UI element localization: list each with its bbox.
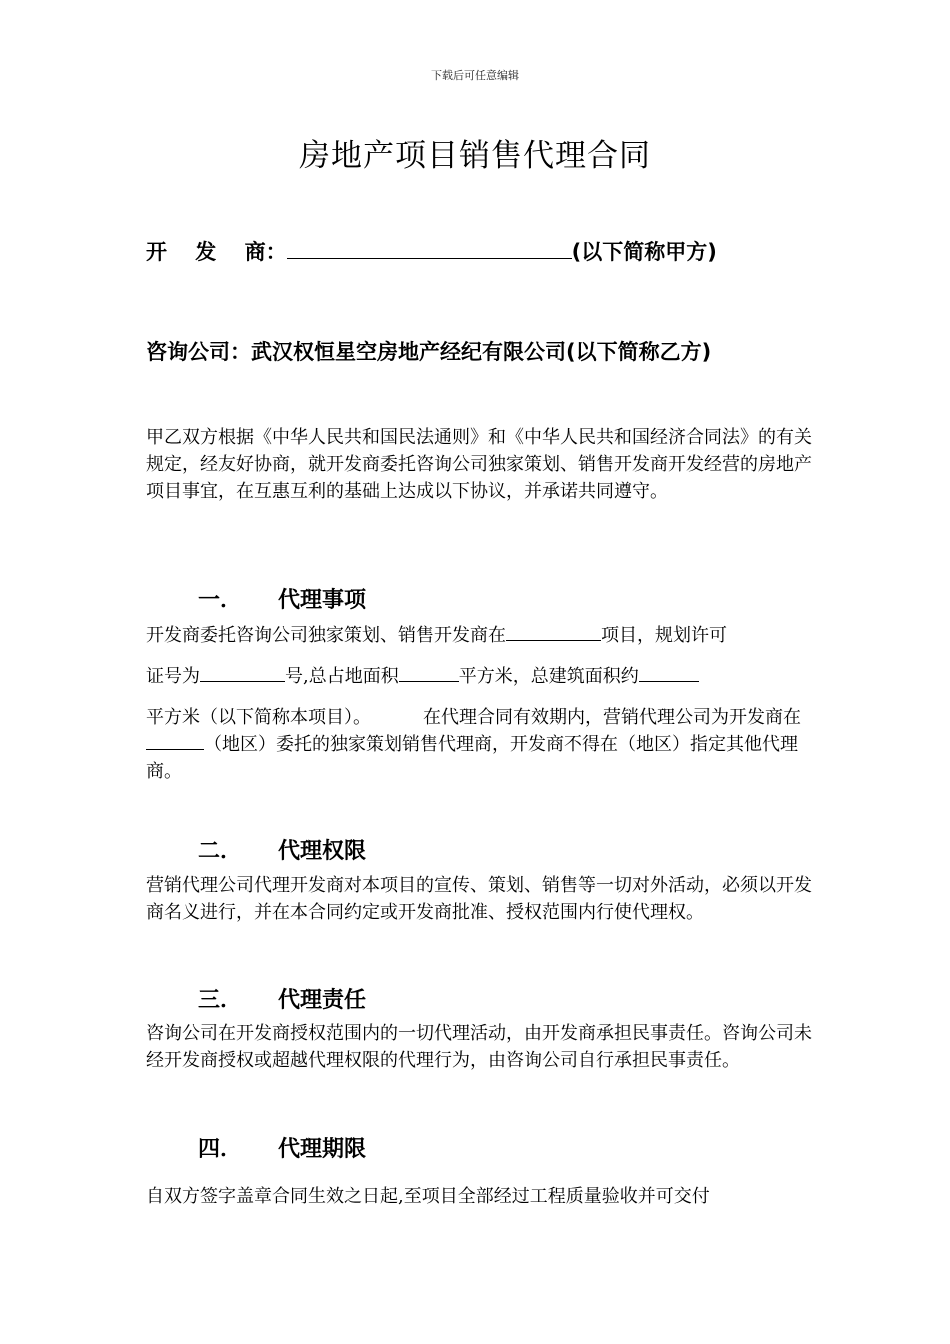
section-4-heading (198, 1132, 366, 1163)
text-segment: 开发商委托咨询公司独家策划、销售开发商在 (146, 625, 506, 646)
section-1-body (146, 622, 816, 785)
section-2-heading (198, 834, 366, 865)
section-2-body: 营销代理公司代理开发商对本项目的宣传、策划、销售等一切对外活动，必须以开发商名义进行，并在本合同约定或开发商批准、授权范围内行使代理权。 (146, 875, 812, 923)
text-segment: 证号为 (146, 666, 200, 687)
party-b-label: 咨询公司： (146, 340, 251, 364)
section-1-title: 代理事项 (278, 588, 367, 613)
document-title: 房地产项目销售代理合同 (299, 138, 651, 174)
section-2-title: 代理权限 (278, 839, 367, 864)
section-1-line-3 (146, 704, 816, 785)
party-a-line (146, 236, 717, 266)
section-3-number: 三． (198, 988, 243, 1013)
text-segment: 平方米，总建筑面积约 (458, 666, 639, 687)
party-b-line (146, 336, 711, 366)
party-b-suffix: (以下简称乙方) (566, 340, 712, 364)
text-segment: 在代理合同有效期内，营销代理公司为开发商在 (423, 707, 801, 728)
land-area-blank (399, 663, 459, 682)
section-1-line-2 (146, 663, 816, 690)
section-1-heading (198, 583, 366, 614)
party-a-label: 开 发 商： (146, 240, 287, 264)
party-a-blank (287, 237, 572, 259)
section-4-number: 四． (198, 1137, 243, 1162)
text-segment: （地区）委托的独家策划销售代理商，开发商不得在（地区）指定其他代理商。 (146, 734, 798, 782)
region-blank (146, 731, 204, 750)
section-4-title: 代理期限 (278, 1137, 367, 1162)
building-area-blank (639, 663, 699, 682)
section-3-body: 咨询公司在开发商授权范围内的一切代理活动，由开发商承担民事责任。咨询公司未经开发商授权或超越代理权限的代理行为，由咨询公司自行承担民事责任。 (146, 1023, 812, 1071)
section-3-heading (198, 983, 366, 1014)
party-b-company: 武汉权恒星空房地产经纪有限公司 (251, 340, 566, 364)
intro-paragraph: 甲乙双方根据《中华人民共和国民法通则》和《中华人民共和国经济合同法》的有关规定，经友好协商，就开发商委托咨询公司独家策划、销售开发商开发经营的房地产项目事宜，在互惠互利的基础上达成以下协议，并承诺共同遵守。 (146, 427, 812, 502)
section-1-line-1 (146, 622, 816, 649)
header-note: 下载后可任意编辑 (431, 69, 519, 82)
party-a-suffix: (以下简称甲方) (571, 240, 717, 264)
text-segment: 平方米（以下简称本项目）。 (146, 707, 371, 728)
section-4-body: 自双方签字盖章合同生效之日起,至项目全部经过工程质量验收并可交付 (146, 1186, 710, 1207)
section-2-number: 二． (198, 839, 243, 864)
project-name-blank (506, 622, 601, 641)
section-1-number: 一． (198, 588, 243, 613)
text-segment: 号,总占地面积 (285, 666, 399, 687)
permit-number-blank (200, 663, 285, 682)
section-3-title: 代理责任 (278, 988, 367, 1013)
text-segment: 项目，规划许可 (601, 625, 727, 646)
